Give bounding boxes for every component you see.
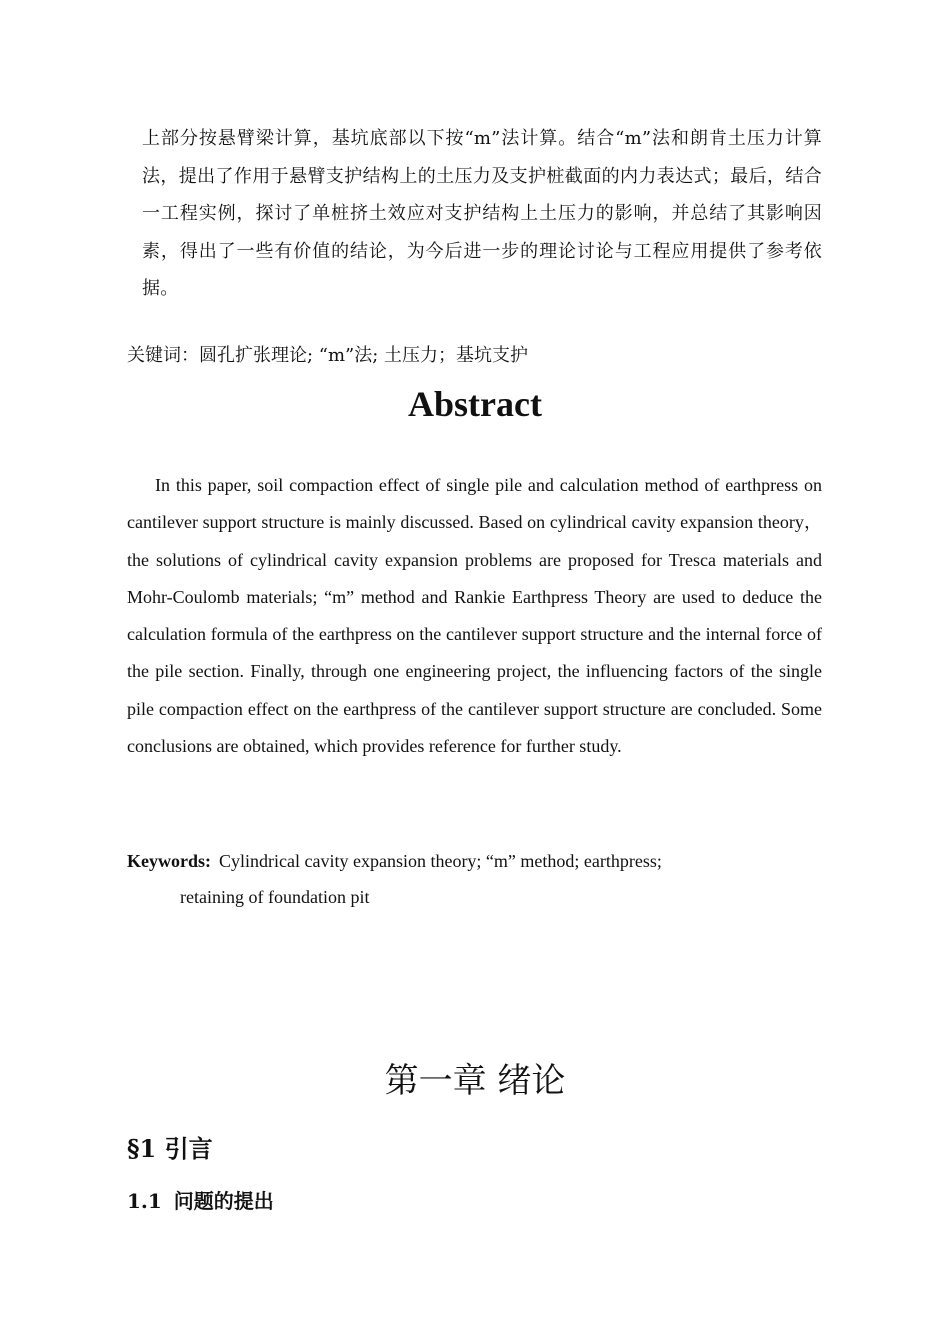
chapter-heading: 第一章 绪论 [384, 1061, 566, 1101]
subsection-heading [127, 1186, 274, 1216]
english-keywords-line-2: retaining of foundation pit [180, 887, 370, 907]
english-keywords-line-1: Cylindrical cavity expansion theory; “m” method; earthpress; [219, 851, 662, 871]
english-keywords-label: Keywords: [127, 851, 211, 871]
section-heading: §1 引言 [127, 1134, 213, 1163]
english-keywords [127, 843, 827, 915]
chinese-abstract-paragraph: 上部分按悬臂梁计算，基坑底部以下按“m”法计算。结合“m”法和朗肯土压力计算法，提出了作用于悬臂支护结构上的土压力及支护桩截面的内力表达式；最后，结合一工程实例，探讨了单桩挤土效应对支护结构上土压力的影响，并总结了其影响因素，得出了一些有价值的结论，为今后进一步的理论讨论与工程应用提供了参考依据。 [142, 128, 822, 299]
subsection-title-text: 问题的提出 [173, 1189, 274, 1213]
chinese-keywords-label: 关键词： [127, 345, 199, 366]
chinese-keywords-value: 圆孔扩张理论; “m”法; 土压力；基坑支护 [199, 345, 529, 366]
english-abstract-paragraph: In this paper, soil compaction effect of single pile and calculation method of earthpress on cantilever support structure is mainly discussed. Based on cylindrical cavity expansion theory， the solutions of cylindrical cavity expansion problems are proposed for Tresca materials and Mohr-Coulomb materials; “m” method and Rankie Earthpress Theory are used to deduce the calculation formula of the earthpress on the cantilever support structure and the internal force of the pile section. Finally, through one engineering project, the influencing factors of the single pile compaction effect on the earthpress of the cantilever support structure are concluded. Some conclusions are obtained, which provides reference for further study. [127, 475, 822, 757]
abstract-heading: Abstract [408, 384, 542, 424]
subsection-number: 1.1 [127, 1189, 162, 1213]
chinese-keywords [127, 343, 528, 369]
